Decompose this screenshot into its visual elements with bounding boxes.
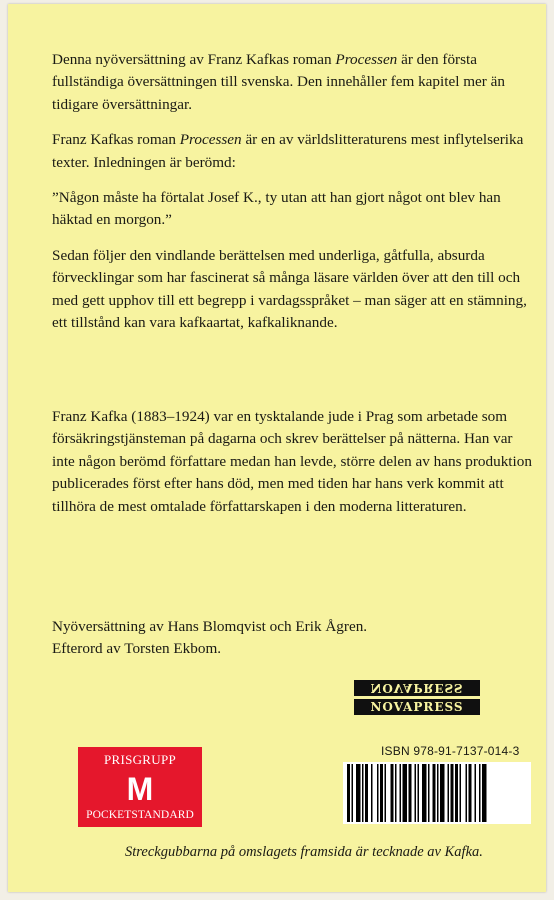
barcode-bar: [400, 764, 402, 822]
paragraph-influence: [52, 129, 532, 174]
barcode: [343, 762, 531, 824]
barcode-bar: [362, 764, 364, 822]
barcode-bar: [440, 764, 445, 822]
barcode-bar: [460, 764, 462, 822]
barcode-bar: [371, 764, 373, 822]
barcode-bar: [365, 764, 368, 822]
barcode-bar: [482, 764, 487, 822]
barcode-bar: [352, 764, 354, 822]
barcode-bar: [466, 764, 468, 822]
publisher-logo-mirrored: NOVAPRESS: [354, 680, 480, 696]
paragraph-intro-text-a: Denna nyöversättning av Franz Kafkas roman: [52, 51, 336, 68]
barcode-bar: [356, 764, 361, 822]
price-group-badge: [78, 747, 202, 827]
paragraph-translators: [52, 616, 532, 661]
translator-section: [52, 616, 532, 674]
barcode-bar: [437, 764, 439, 822]
paragraph-author-bio: Franz Kafka (1883–1924) var en tysktalande jude i Prag som arbetade som försäkringstjänsteman på dagarna och skrev berättelser på nätterna. Han var inte någon berömd författare medan han levde, större delen av hans produktion publicerades först efter hans död, men med tiden har hans verk kommit att tillhöra de mest omtalade författarskapen i den moderna litteraturen.: [52, 408, 532, 515]
barcode-bar: [409, 764, 412, 822]
barcode-bar: [418, 764, 420, 822]
barcode-bar: [385, 764, 387, 822]
price-badge-letter: M: [126, 770, 154, 807]
barcode-bar: [377, 764, 379, 822]
paragraph-quote: ”Någon måste ha förtalat Josef K., ty utan att han gjort något ont blev han häktad en morgon.”: [52, 189, 501, 229]
barcode-bar: [451, 764, 454, 822]
paragraph-story: Sedan följer den vindlande berättelsen med underliga, gåtfulla, absurda förvecklingar som har fascinerat så många läsare världen över att den till och med gett upphov till ett begrepp i vardagsspråket – man säger att en stämning, ett tillstånd kan vara kafkaartat, kafkaliknande.: [52, 246, 527, 332]
isbn-number: ISBN 978-91-7137-014-3: [381, 744, 520, 758]
barcode-bar: [422, 764, 427, 822]
barcode-bar: [347, 764, 350, 822]
price-badge-top: PRISGRUPP: [103, 752, 177, 767]
book-title-italic: Processen: [335, 51, 398, 68]
barcode-bar: [475, 764, 477, 822]
barcode-bar: [433, 764, 436, 822]
blurb-section: [52, 49, 532, 347]
barcode-graphic: [343, 762, 531, 824]
barcode-bar: [428, 764, 430, 822]
book-title-italic: Processen: [179, 131, 242, 149]
price-badge-bottom: POCKETSTANDARD: [86, 809, 194, 821]
publisher-logo-text: NOVAPRESS: [354, 699, 480, 715]
afterword-line: Efterord av Torsten Ekbom.: [52, 640, 222, 658]
translator-line: Nyöversättning av Hans Blomqvist och Erik Ågren.: [52, 618, 368, 635]
barcode-bar: [455, 764, 458, 822]
barcode-bar: [415, 764, 417, 822]
barcode-bar: [469, 764, 472, 822]
barcode-bar: [380, 764, 383, 822]
cover-illustration-credit: Streckgubbarna på omslagets framsida är tecknade av Kafka.: [125, 844, 483, 860]
paragraph-intro: [52, 49, 532, 116]
barcode-bar: [391, 764, 394, 822]
paragraph-intro-text-b: är den första fullständiga översättningen till svenska. Den innehåller fem kapitel mer än tidigare översättningar.: [52, 51, 505, 113]
barcode-bar: [395, 764, 397, 822]
barcode-bar: [479, 764, 481, 822]
paragraph-influence-text-b: är en av världslitteraturens mest inflytelserika texter. Inledningen är berömd:: [52, 131, 524, 171]
publisher-logo: [354, 680, 480, 716]
barcode-bar: [448, 764, 450, 822]
author-section: [52, 406, 532, 531]
paragraph-influence-text-a: Franz Kafkas roman: [52, 131, 180, 149]
barcode-bar: [403, 764, 408, 822]
book-back-cover: [8, 4, 546, 892]
